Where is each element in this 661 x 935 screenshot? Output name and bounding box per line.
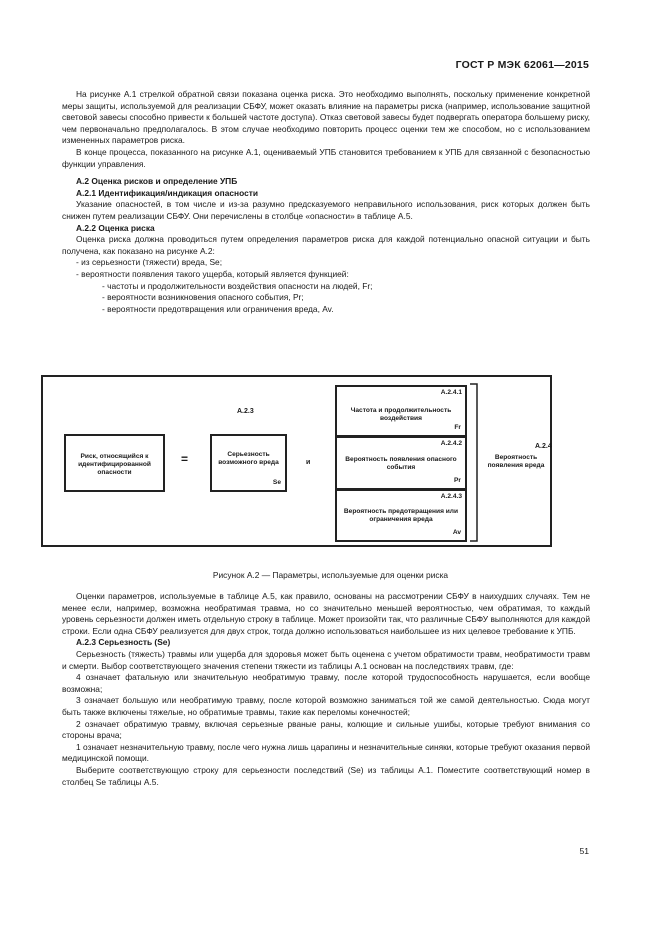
section-heading: А.2 Оценка рисков и определение УПБ	[76, 176, 238, 187]
pr-box	[335, 436, 467, 490]
second-block	[62, 591, 590, 788]
section-heading: А.2.3 Серьезность (Se)	[76, 637, 171, 648]
fr-label: Частота и продолжительность воздействия	[350, 407, 452, 422]
av-label: Вероятность предотвращения или ограничения вреда	[343, 508, 459, 523]
risk-box-label: Риск, относящийся к идентифицированной опасности	[78, 453, 151, 476]
list-item: - вероятности возникновения опасного события, Pr;	[102, 292, 304, 303]
fr-box	[335, 385, 467, 437]
and-word: и	[306, 459, 311, 466]
severity-symbol: Se	[272, 479, 281, 486]
paragraph: На рисунке А.1 стрелкой обратной связи показана оценка риска. Это необходимо выполнять, поскольку применение конкретной меры защиты, используемой для реализации СБФУ, может оказать влияние на параметры риска (например, использование защитной световой завесы способно привести к большей частоте доступа). Отказ световой завесы будет подвергать оператора большему риску, чем первоначально предполагалось. В этом случае необходимо повторить процесс оценки тем же способом, но с использованием измененных параметров риска.	[62, 89, 590, 146]
a241-label: А.2.4.1	[440, 389, 462, 396]
probability-label: Вероятность появления вреда	[487, 454, 545, 469]
right-bracket	[469, 383, 481, 543]
a243-label: А.2.4.3	[440, 493, 462, 500]
paragraph: Указание опасностей, в том числе и из-за разумно предсказуемого неправильного использования, риск которых должен быть снижен путем реализации СБФУ. Они перечислены в столбце «опасности» в таблице А.5.	[62, 199, 590, 221]
av-symbol: Av	[452, 529, 461, 536]
severity-box	[210, 434, 287, 492]
intro-block	[62, 89, 590, 315]
severity-item: 3 означает большую или необратимую травму, после которой возможно заниматься той же самой деятельностью. Сюда могут быть также включены тяжелые, но обратимые травмы, такие как переломы конечностей;	[62, 695, 590, 717]
paragraph: Серьезность (тяжесть) травмы или ущерба для здоровья может быть оценена с учетом обратимости травм, необратимости травм и смерти. Выбор соответствующего значения степени тяжести из таблицы А.1 основан на последствиях травм, где:	[62, 648, 590, 671]
list-item: - вероятности появления такого ущерба, который является функцией:	[76, 268, 349, 279]
pr-label: Вероятность появления опасного события	[345, 456, 457, 471]
section-heading: А.2.2 Оценка риска	[76, 222, 155, 233]
severity-item: 2 означает обратимую травму, включая серьезные рваные раны, колющие и сильные ушибы, которые требуют внимания со стороны врача;	[62, 718, 590, 741]
list-item: - вероятности предотвращения или ограничения вреда, Av.	[102, 303, 334, 314]
a24-label: А.2.4	[535, 443, 552, 450]
severity-item: 4 означает фатальную или значительную необратимую травму, после которой трудоспособность нарушается, если вообще возможна;	[62, 672, 590, 694]
page-number: 51	[579, 846, 589, 856]
section-heading: А.2.1 Идентификация/индикация опасности	[76, 187, 258, 198]
paragraph: Выберите соответствующую строку для серьезности последствий (Se) из таблицы А.1. Поместите соответствующий номер в столбец Se таблицы А.5.	[62, 764, 590, 787]
severity-label: Серьезность возможного вреда	[218, 451, 279, 466]
risk-parameters-figure	[41, 375, 552, 547]
equals-sign: =	[181, 452, 189, 466]
figure-caption: Рисунок А.2 — Параметры, используемые для оценки риска	[212, 570, 449, 580]
paragraph: Оценки параметров, используемые в таблице А.5, как правило, основаны на рассмотрении СБФУ в наихудших случаях. Тем не менее если, например, возможна необратимая травма, но со значительно меньшей вероятностью, чем обратимая, то каждый уровень серьезности должен иметь отдельную строку в таблице. Может произойти так, что различные СБФУ выполняются для каждой строки. Если одна СБФУ реализуется для двух строк, тогда должно использоваться наибольшее из них целевое требование к УПБ.	[62, 591, 590, 636]
document-header: ГОСТ Р МЭК 62061—2015	[455, 59, 589, 71]
list-item: - из серьезности (тяжести) вреда, Se;	[76, 257, 223, 268]
risk-box	[64, 434, 165, 492]
paragraph: Оценка риска должна проводиться путем определения параметров риска для каждой потенциально опасной ситуации и быть получена, как показано на рисунке А.2:	[62, 234, 590, 256]
a242-label: А.2.4.2	[440, 440, 462, 447]
a23-label: А.2.3	[237, 408, 254, 415]
paragraph: В конце процесса, показанного на рисунке А.1, оцениваемый УПБ становится требованием к УПБ для связанной с безопасностью функции управления.	[62, 146, 590, 169]
pr-symbol: Pr	[454, 477, 461, 484]
list-item: - частоты и продолжительности воздействия опасности на людей, Fr;	[102, 280, 373, 291]
severity-item: 1 означает незначительную травму, после чего нужна лишь царапины и незначительные синяки, которые требуют оказания первой медицинской помощи.	[62, 741, 590, 764]
av-box	[335, 489, 467, 542]
fr-symbol: Fr	[454, 424, 461, 431]
